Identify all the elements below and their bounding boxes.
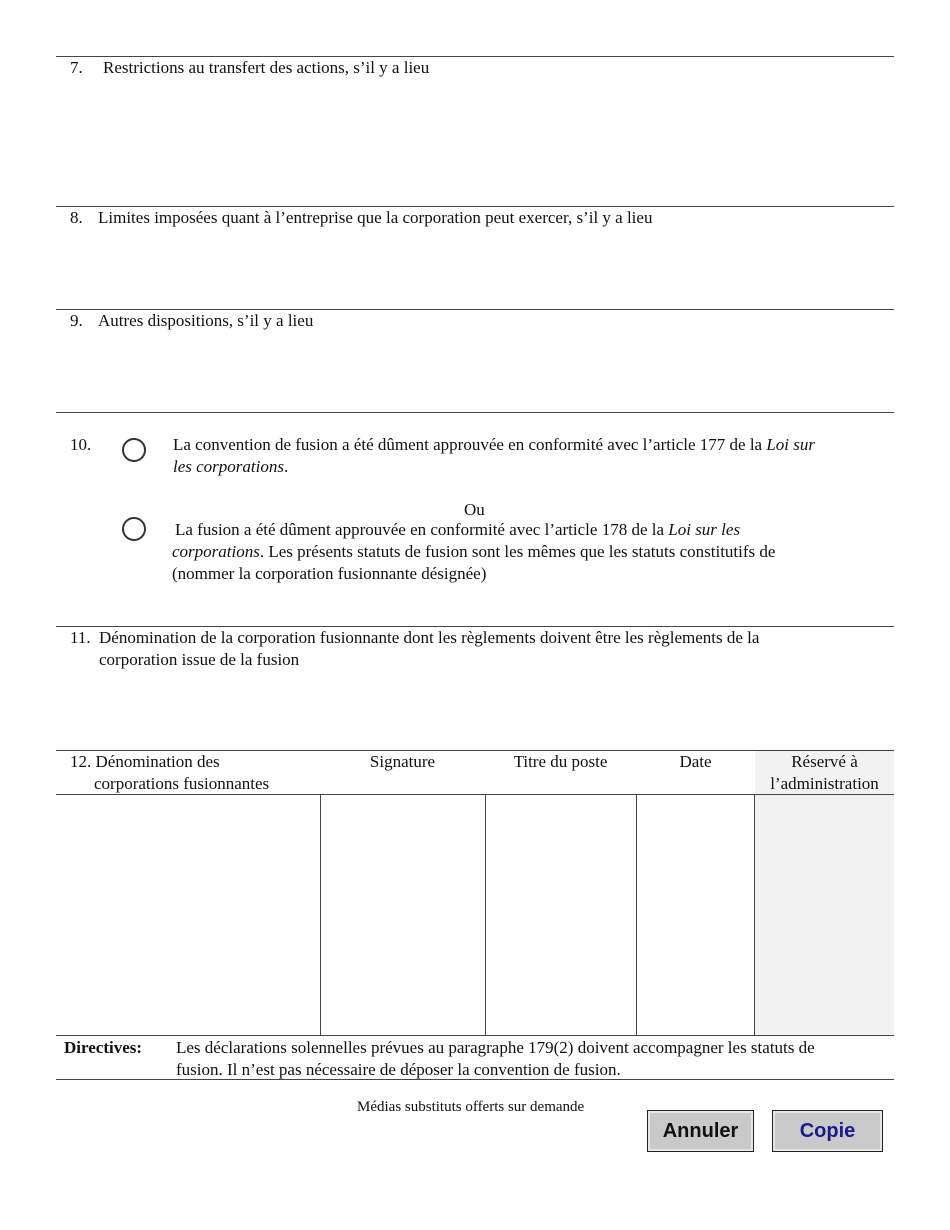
directives-label: Directives: [64,1038,143,1057]
option-177-period: . [283,457,289,476]
option-178-line2 [172,541,775,563]
table-header-border [56,794,894,795]
section-8-label: Limites imposées quant à l’entreprise que la corporation peut exercer, s’il y a lieu [98,208,653,227]
section-8-number: 8. [70,208,83,227]
table-header-admin-line1: Réservé à [791,752,858,771]
alternate-media-note: Médias substituts offerts sur demande [357,1099,585,1115]
option-178-law-italic-2: corporations [172,542,260,561]
table-col-divider-2 [485,794,486,1035]
table-header-admin-line2: l’administration [770,774,879,793]
option-177-law-italic-2: les corporations [173,457,284,476]
table-col-divider-1 [320,794,321,1035]
option-177-line2 [173,456,288,478]
table-header-date: Date [679,752,712,771]
divider-10 [56,412,894,413]
directives-bottom-border [56,1079,894,1080]
option-177-law-italic: Loi sur [766,435,816,454]
section-7-number: 7. [70,58,83,77]
option-177-line1: La convention de fusion a été dûment approuvée en conformité avec l’article 177 de la [173,435,767,454]
directives-top-border [56,1035,894,1036]
option-178-line1: La fusion a été dûment approuvée en conformité avec l’article 178 de la [175,520,669,539]
option-178-radio[interactable] [122,517,146,541]
cancel-button[interactable]: Annuler [647,1110,754,1152]
section-11-number: 11. [70,628,91,647]
option-178-line3: (nommer la corporation fusionnante désignée) [172,564,487,583]
section-11-line1: Dénomination de la corporation fusionnante dont les règlements doivent être les règlements de la [99,628,760,647]
or-label: Ou [464,500,485,519]
option-177-text [173,434,815,456]
table-header-names-line2: corporations fusionnantes [94,774,270,793]
section-11-line2: corporation issue de la fusion [99,650,300,669]
option-178-line2-text: . Les présents statuts de fusion sont les mêmes que les statuts constitutifs de [259,542,776,561]
table-header-names-line1: 12. Dénomination des [70,752,220,771]
option-178-law-italic: Loi sur les [668,520,741,539]
copy-button[interactable]: Copie [772,1110,883,1152]
section-7-label: Restrictions au transfert des actions, s’il y a lieu [103,58,430,77]
section-9-label: Autres dispositions, s’il y a lieu [98,311,314,330]
directives-line1: Les déclarations solennelles prévues au paragraphe 179(2) doivent accompagner les statuts de [176,1038,815,1057]
table-col-divider-3 [636,794,637,1035]
table-col-divider-4 [754,794,755,1035]
section-10-number: 10. [70,435,92,454]
option-178-text [175,519,740,541]
table-header-signature: Signature [369,752,436,771]
table-header-title: Titre du poste [513,752,608,771]
directives-line2: fusion. Il n’est pas nécessaire de déposer la convention de fusion. [176,1060,621,1079]
section-9-number: 9. [70,311,83,330]
option-177-radio[interactable] [122,438,146,462]
